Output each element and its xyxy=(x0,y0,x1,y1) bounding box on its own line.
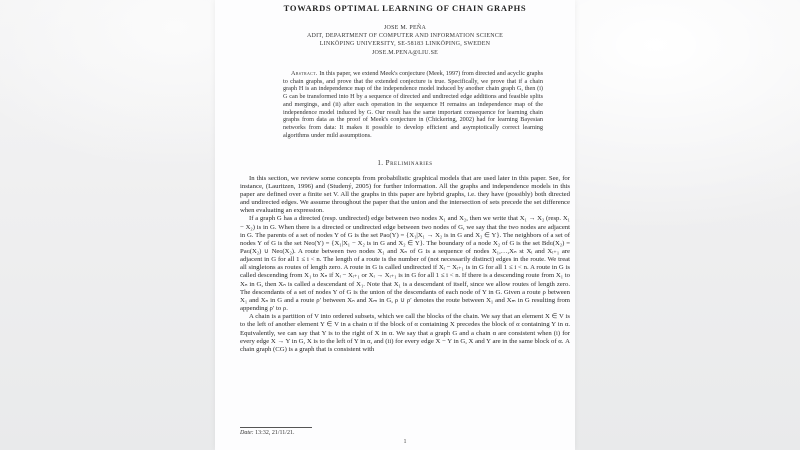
author-name: JOSE M. PEÑA xyxy=(383,25,427,31)
abstract-text: In this paper, we extend Meek's conjecture (Meek, 1997) from directed and acyclic graphs to chain graphs, and prove that the extended conjecture is true. Specifically, we prove that if a chain graph H is an independence map of the independence model induced by another chain graph G, then (i) G can be transformed into H by a sequence of directed and undirected edge additions and feasible splits and mergings, and (ii) after each operation in the sequence H remains an independence map of the independence model induced by G. Our result has the same important consequence for learning chain graphs from data as the proof of Meek's conjecture in (Chickering, 2002) had for learning Bayesian networks from data: It makes it possible to develop efficient and asymptotically correct learning algorithms under mild assumptions. xyxy=(283,69,544,139)
page-number: 1 xyxy=(403,439,407,445)
author-affiliation-department: ADIT, DEPARTMENT OF COMPUTER AND INFORMATION SCIENCE xyxy=(306,33,504,40)
paper-page xyxy=(215,0,575,450)
date-footnote xyxy=(240,430,570,436)
author-block xyxy=(240,24,570,57)
paper-content xyxy=(240,0,570,354)
footnote-rule xyxy=(240,427,312,428)
author-email: JOSE.M.PENA@LIU.SE xyxy=(371,49,439,56)
date-value: 13:32, 21/11/21. xyxy=(255,430,295,436)
author-affiliation-university: LINKÖPING UNIVERSITY, SE-58183 LINKÖPING, SWEDEN xyxy=(319,41,491,48)
section-title: Preliminaries xyxy=(385,158,433,167)
paragraph: In this section, we review some concepts from probabilistic graphical models that are used later in this paper. See, for instance, (Lauritzen, 1996) and (Studený, 2005) for further information. All the graphs and independence models in this paper are defined over a finite set V. All the graphs in this paper are hybrid graphs, i.e. they have (possibly) both directed and undirected edges. We assume throughout the paper that the union and the intersection of sets precede the set difference when evaluating an expression. xyxy=(240,174,570,215)
body-text xyxy=(240,175,570,354)
section-number: 1. xyxy=(377,158,384,167)
paragraph: If a graph G has a directed (resp. undirected) edge between two nodes X₁ and X₂, then we write that X₁ → X₂ (resp. X₁ − X₂) is in G. When there is a directed or undirected edge between two nodes of G, we say that the two nodes are adjacent in G. The parents of a set of nodes Y of G is the set Paɢ(Y) = {X₁|X₁ → X₂ is in G and X₂ ∈ Y}. The neighbors of a set of nodes Y of G is the set Neɢ(Y) = {X₁|X₁ − X₂ is in G and X₂ ∈ Y}. The boundary of a node X₂ of G is the set Bdɢ(X₂) = Paɢ(X₂) ∪ Neɢ(X₂). A route between two nodes X₁ and Xₙ of G is a sequence of nodes X₁,…,Xₙ st Xᵢ and Xᵢ₊₁ are adjacent in G for all 1 ≤ i < n. The length of a route is the number of (not necessarily distinct) edges in the route. We treat all singletons as routes of length zero. A route in G is called undirected if Xᵢ − Xᵢ₊₁ is in G for all 1 ≤ i < n. A route in G is called descending from X₁ to Xₙ if Xᵢ − Xᵢ₊₁ or Xᵢ → Xᵢ₊₁ is in G for all 1 ≤ i < n. If there is a descending route from X₁ to Xₙ in G, then Xₙ is called a descendant of X₁. Note that X₁ is a descendant of itself, since we allow routes of length zero. The descendants of a set of nodes Y of G is the union of the descendants of each node of Y in G. Given a route ρ between X₁ and Xₙ in G and a route ρ′ between Xₙ and Xₘ in G, ρ ∪ ρ′ denotes the route between X₁ and Xₘ in G resulting from appending ρ′ to ρ. xyxy=(240,215,570,313)
abstract xyxy=(283,70,543,140)
page-footer xyxy=(240,427,570,445)
section-heading xyxy=(240,159,570,167)
date-label: Date: xyxy=(240,430,254,436)
paper-title: TOWARDS OPTIMAL LEARNING OF CHAIN GRAPHS xyxy=(283,3,527,13)
abstract-label: Abstract. xyxy=(291,69,318,77)
paragraph: A chain is a partition of V into ordered subsets, which we call the blocks of the chain. We say that an element X ∈ V is to the left of another element Y ∈ V in a chain α if the block of α containing X precedes the block of α containing Y in α. Equivalently, we can say that Y is to the right of X in α. We say that a graph G and a chain α are consistent when (i) for every edge X → Y in G, X is to the left of Y in α, and (ii) for every edge X − Y in G, X and Y are in the same block of α. A chain graph (CG) is a graph that is consistent with xyxy=(240,313,570,353)
